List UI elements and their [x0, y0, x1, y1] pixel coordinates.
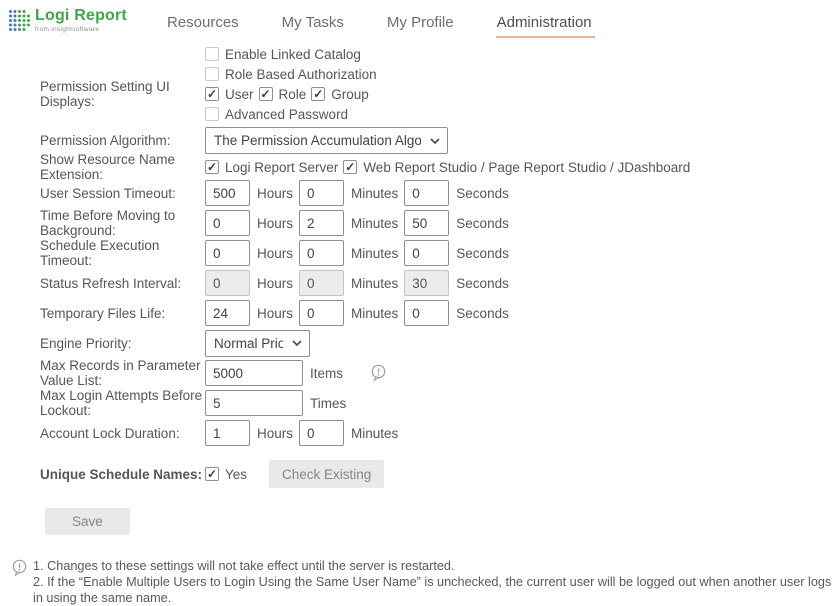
lock-hours-input[interactable] [205, 420, 250, 446]
user-session-hours-input[interactable] [205, 180, 250, 206]
field-label: Time Before Moving to Background: [40, 208, 176, 238]
unique-schedule-names-row [0, 459, 840, 489]
checkbox-label: Role Based Authorization [225, 66, 377, 82]
checkbox-label: User [225, 86, 254, 102]
background-minutes-input[interactable] [299, 210, 344, 236]
field-label: Temporary Files Life: [40, 305, 166, 321]
enable-linked-catalog-checkbox[interactable] [205, 47, 219, 61]
max-login-attempts-input[interactable] [205, 390, 303, 416]
checkbox-label: Group [331, 86, 369, 102]
show-resource-name-extension-row [0, 152, 840, 182]
time-before-background-row [0, 208, 840, 238]
nav-item-resources[interactable]: Resources [166, 14, 239, 31]
field-label: Max Login Attempts Before Lockout: [40, 388, 203, 418]
status-refresh-interval-row [0, 268, 840, 298]
field-label: Account Lock Duration: [40, 425, 180, 441]
temp-files-minutes-input[interactable] [299, 300, 344, 326]
unit-label: Hours [257, 245, 294, 261]
checkmark-icon: ✓ [206, 467, 218, 481]
lock-minutes-input[interactable] [299, 420, 344, 446]
unit-label: Minutes [351, 185, 399, 201]
checkbox-label: Logi Report Server [225, 159, 339, 175]
schedule-hours-input[interactable] [205, 240, 250, 266]
field-label: Permission Setting UI Displays: [40, 79, 170, 109]
schedule-execution-timeout-row [0, 238, 840, 268]
unit-label: Seconds [456, 305, 509, 321]
save-button[interactable]: Save [45, 508, 130, 535]
field-label: User Session Timeout: [40, 185, 176, 201]
role-based-authorization-checkbox[interactable] [205, 67, 219, 81]
top-navigation-bar [0, 0, 840, 44]
schedule-minutes-input[interactable] [299, 240, 344, 266]
user-session-seconds-input[interactable] [404, 180, 449, 206]
nav-item-my-profile[interactable]: My Profile [386, 14, 454, 31]
schedule-seconds-input[interactable] [404, 240, 449, 266]
permission-algorithm-select[interactable] [205, 127, 448, 154]
unit-label: Seconds [456, 215, 509, 231]
enable-linked-catalog-row [0, 44, 840, 64]
field-label: Show Resource Name Extension: [40, 152, 176, 182]
status-refresh-hours-input [205, 270, 250, 296]
checkmark-icon: ✓ [260, 87, 271, 101]
status-refresh-seconds-input [404, 270, 449, 296]
logo-subtitle: from insightsoftware [35, 26, 100, 33]
unit-label: Hours [257, 185, 294, 201]
checkmark-icon: ✓ [313, 87, 324, 101]
footnote-line-2: 2. If the “Enable Multiple Users to Login Using the Same User Name” is unchecked, the current user will be logged out when another user logs in using the same name. [33, 575, 832, 605]
max-login-attempts-row [0, 388, 840, 418]
logo-title: Logi Report [35, 7, 127, 24]
max-records-row [0, 358, 840, 388]
status-refresh-minutes-input [299, 270, 344, 296]
engine-priority-row [0, 328, 840, 358]
check-existing-button[interactable]: Check Existing [269, 460, 384, 488]
user-checkbox[interactable] [205, 87, 219, 101]
footnotes [0, 558, 840, 606]
unit-label: Hours [257, 275, 294, 291]
footnote-line-1: 1. Changes to these settings will not take effect until the server is restarted. [33, 559, 455, 573]
advanced-password-checkbox[interactable] [205, 107, 219, 121]
unit-label: Minutes [351, 215, 399, 231]
unit-label: Hours [257, 425, 294, 441]
temporary-files-life-row [0, 298, 840, 328]
unit-label: Seconds [456, 245, 509, 261]
user-session-minutes-input[interactable] [299, 180, 344, 206]
field-label: Permission Algorithm: [40, 133, 171, 148]
checkmark-icon: ✓ [206, 87, 218, 101]
checkbox-label: Yes [225, 466, 248, 482]
app-logo [8, 7, 127, 35]
temp-files-hours-input[interactable] [205, 300, 250, 326]
checkbox-label: Role [278, 86, 307, 102]
checkbox-label: Enable Linked Catalog [225, 46, 361, 62]
logi-report-server-checkbox[interactable] [205, 160, 219, 174]
engine-priority-select[interactable] [205, 330, 310, 357]
checkmark-icon: ✓ [206, 160, 218, 174]
administration-settings-form [0, 44, 840, 535]
field-label: Engine Priority: [40, 335, 132, 351]
unit-label: Times [310, 395, 347, 411]
unit-label: Minutes [351, 245, 399, 261]
unit-label: Hours [257, 215, 294, 231]
unit-label: Seconds [456, 275, 509, 291]
group-checkbox[interactable] [311, 87, 325, 101]
unique-schedule-yes-checkbox[interactable] [205, 467, 219, 481]
background-seconds-input[interactable] [404, 210, 449, 236]
max-records-input[interactable] [205, 360, 303, 386]
unit-label: Hours [257, 305, 294, 321]
unit-label: Minutes [351, 305, 399, 321]
field-label: Status Refresh Interval: [40, 275, 182, 291]
role-checkbox[interactable] [259, 87, 273, 101]
web-report-studio-checkbox[interactable] [343, 160, 357, 174]
user-session-timeout-row [0, 178, 840, 208]
checkbox-label: Web Report Studio / Page Report Studio / JDashboard [363, 159, 691, 175]
nav-item-my-tasks[interactable]: My Tasks [281, 14, 344, 31]
unit-label: Items [310, 365, 344, 381]
footnote-tooltip-icon [11, 559, 28, 606]
permission-algorithm-row [0, 127, 840, 154]
nav-item-administration[interactable]: Administration [496, 14, 592, 31]
unit-label: Minutes [351, 425, 399, 441]
permission-ui-displays-row [0, 79, 840, 109]
background-hours-input[interactable] [205, 210, 250, 236]
info-tooltip-icon [370, 364, 387, 383]
field-label: Max Records in Parameter Value List: [40, 358, 201, 388]
field-label: Schedule Execution Timeout: [40, 238, 160, 268]
unit-label: Seconds [456, 185, 509, 201]
main-nav [167, 14, 635, 31]
logo-grid-icon [8, 9, 31, 35]
unit-label: Minutes [351, 275, 399, 291]
checkbox-label: Advanced Password [225, 106, 349, 122]
checkmark-icon: ✓ [345, 160, 356, 174]
temp-files-seconds-input[interactable] [404, 300, 449, 326]
field-label: Unique Schedule Names: [40, 466, 203, 482]
account-lock-duration-row [0, 418, 840, 448]
